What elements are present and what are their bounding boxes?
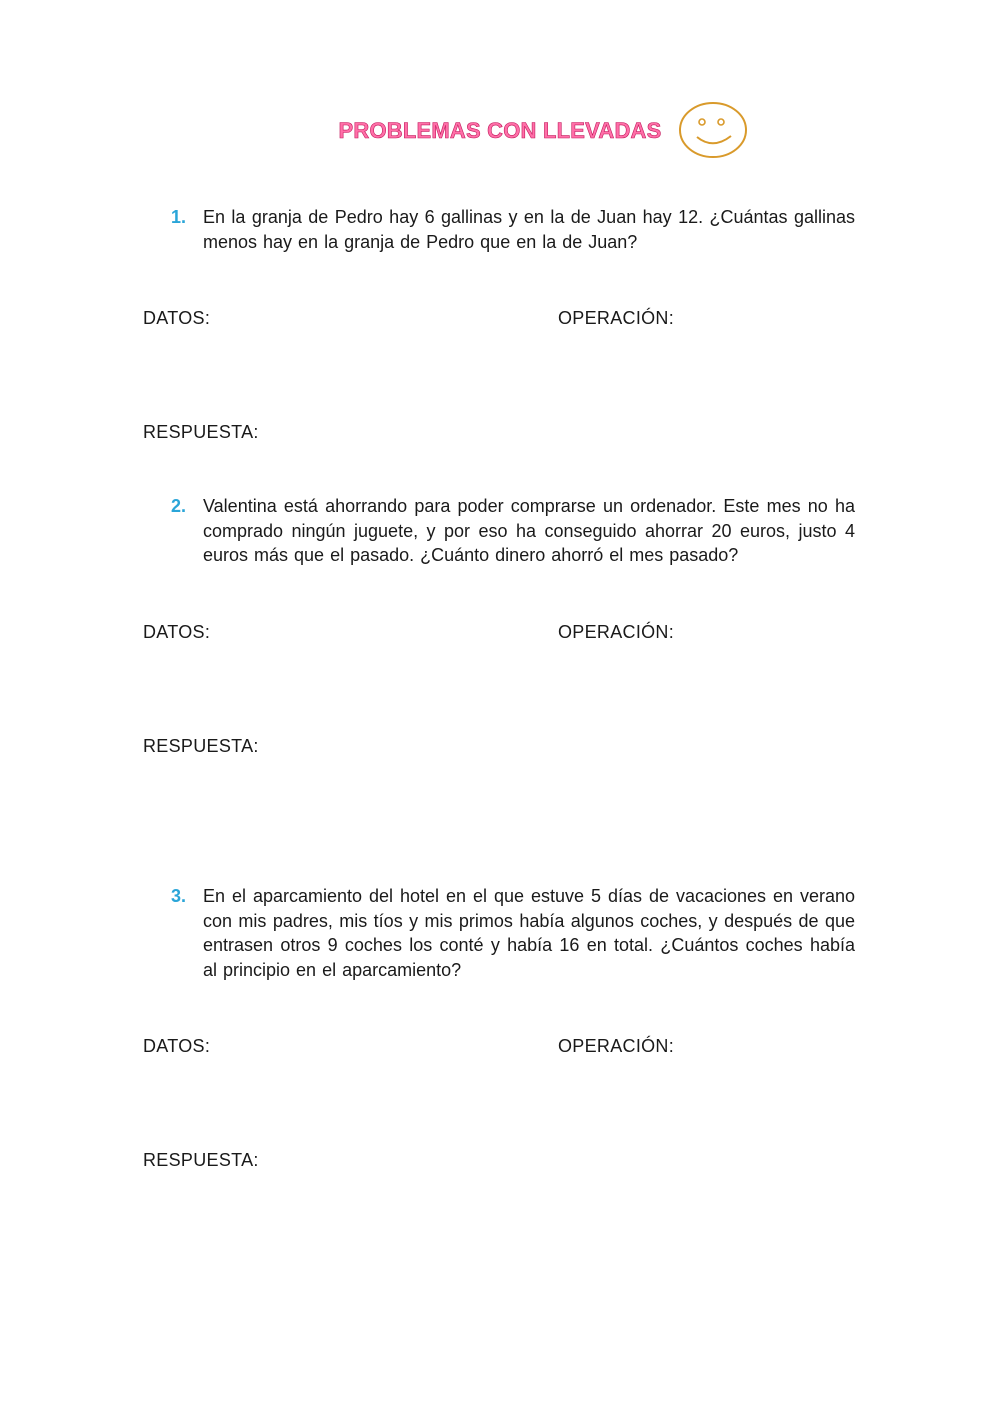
problem-text: En la granja de Pedro hay 6 gallinas y en la de Juan hay 12. ¿Cuántas gallinas menos hay en la granja de Pedro que en la de Juan?	[203, 207, 855, 252]
datos-label: DATOS:	[143, 622, 211, 642]
problem-number: 3.	[171, 886, 187, 906]
problem-text: En el aparcamiento del hotel en el que estuve 5 días de vacaciones en verano con mis padres, mis tíos y mis primos había algunos coches, y después de que entrasen otros 9 coches los conté y había 16 en total. ¿Cuántos coches había al principio en el aparcamiento?	[203, 886, 855, 980]
respuesta-label: RESPUESTA:	[143, 1150, 259, 1170]
datos-label: DATOS:	[143, 1036, 211, 1056]
smiley-face-icon	[677, 100, 749, 160]
datos-label: DATOS:	[143, 308, 211, 328]
respuesta-label: RESPUESTA:	[143, 422, 259, 442]
operacion-label: OPERACIÓN:	[558, 1036, 675, 1056]
problem-number: 1.	[171, 207, 187, 227]
page-title: PROBLEMAS CON LLEVADAS	[338, 118, 662, 143]
problem-3	[171, 884, 855, 982]
respuesta-label: RESPUESTA:	[143, 736, 259, 756]
problem-2	[171, 494, 855, 568]
problem-text: Valentina está ahorrando para poder comprarse un ordenador. Este mes no ha comprado ningún juguete, y por eso ha conseguido ahorrar 20 euros, justo 4 euros más que el pasado. ¿Cuánto dinero ahorró el mes pasado?	[203, 496, 855, 565]
operacion-label: OPERACIÓN:	[558, 308, 675, 328]
problem-number: 2.	[171, 496, 187, 516]
problem-1	[171, 205, 855, 254]
operacion-label: OPERACIÓN:	[558, 622, 675, 642]
